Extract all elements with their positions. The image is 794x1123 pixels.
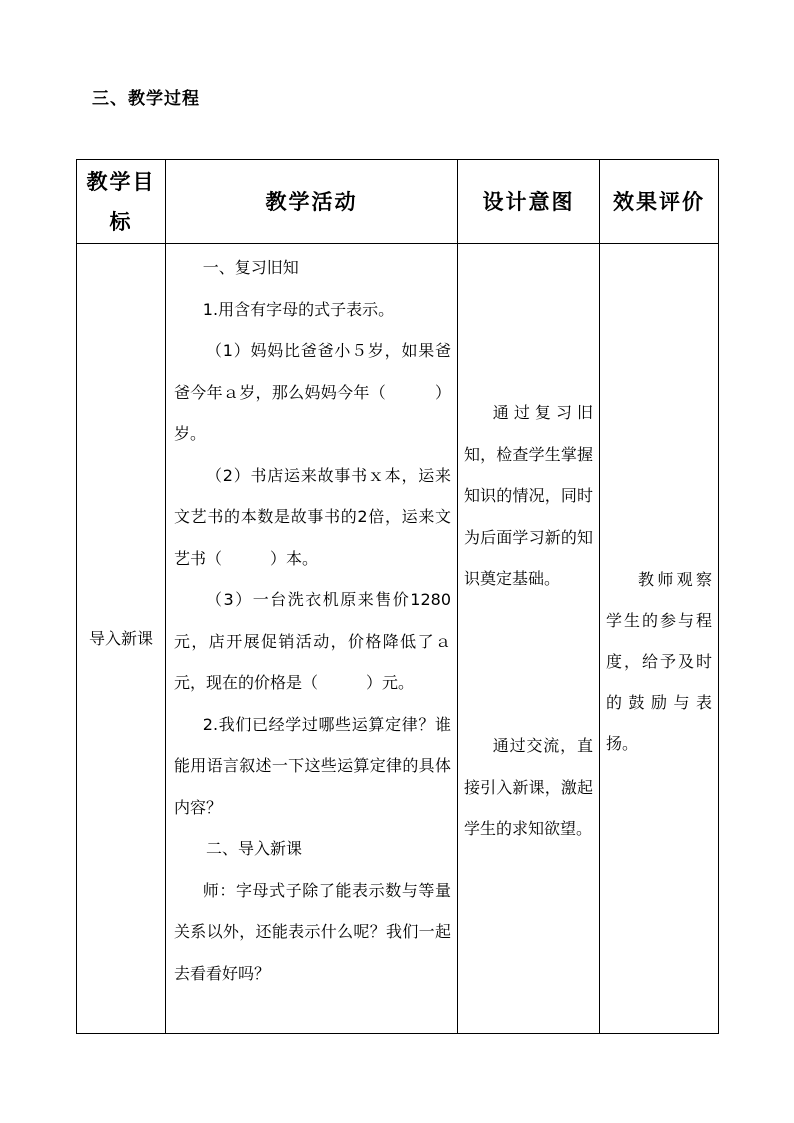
evaluation-cell bbox=[600, 244, 719, 1034]
table-row bbox=[77, 244, 719, 1034]
goal-cell: 导入新课 bbox=[77, 244, 166, 1034]
review-heading: 一、复习旧知 bbox=[202, 258, 299, 277]
activity-cell bbox=[166, 244, 458, 1034]
section-title: 三、教学过程 bbox=[92, 89, 200, 109]
question-2: 2.我们已经学过哪些运算定律？谁能用语言叙述一下这些运算定律的具体内容？ bbox=[174, 714, 451, 817]
teacher-line: 师：字母式子除了能表示数与等量关系以外，还能表示什么呢？我们一起去看看好吗？ bbox=[174, 880, 451, 983]
header-effect-evaluation: 效果评价 bbox=[600, 160, 719, 244]
teaching-process-table bbox=[76, 159, 719, 1034]
question-1-3: （3）一台洗衣机原来售价1280元，店开展促销活动，价格降低了ａ元，现在的价格是（ ）元。 bbox=[174, 590, 451, 692]
question-1-intro: 1.用含有字母的式子表示。 bbox=[202, 299, 395, 319]
table-header-row bbox=[77, 160, 719, 244]
intro-heading: 二、导入新课 bbox=[206, 839, 303, 858]
question-1-1: （1）妈妈比爸爸小５岁，如果爸爸今年ａ岁，那么妈妈今年（ ）岁。 bbox=[174, 341, 451, 443]
header-teaching-activity: 教学活动 bbox=[166, 160, 458, 244]
design-intent-intro: 通过交流，直接引入新课，激起学生的求知欲望。 bbox=[464, 736, 593, 838]
design-cell bbox=[458, 244, 600, 1034]
question-1-2: （2）书店运来故事书ｘ本，运来文艺书的本数是故事书的2倍，运来文艺书（ ）本。 bbox=[174, 465, 451, 568]
evaluation-text: 教师观察学生的参与程度，给予及时的鼓励与表扬。 bbox=[606, 570, 712, 753]
header-teaching-goal: 教学目标 bbox=[77, 160, 166, 244]
design-intent-review: 通过复习旧知，检查学生掌握知识的情况，同时为后面学习新的知识奠定基础。 bbox=[464, 403, 593, 588]
header-design-intent: 设计意图 bbox=[458, 160, 600, 244]
